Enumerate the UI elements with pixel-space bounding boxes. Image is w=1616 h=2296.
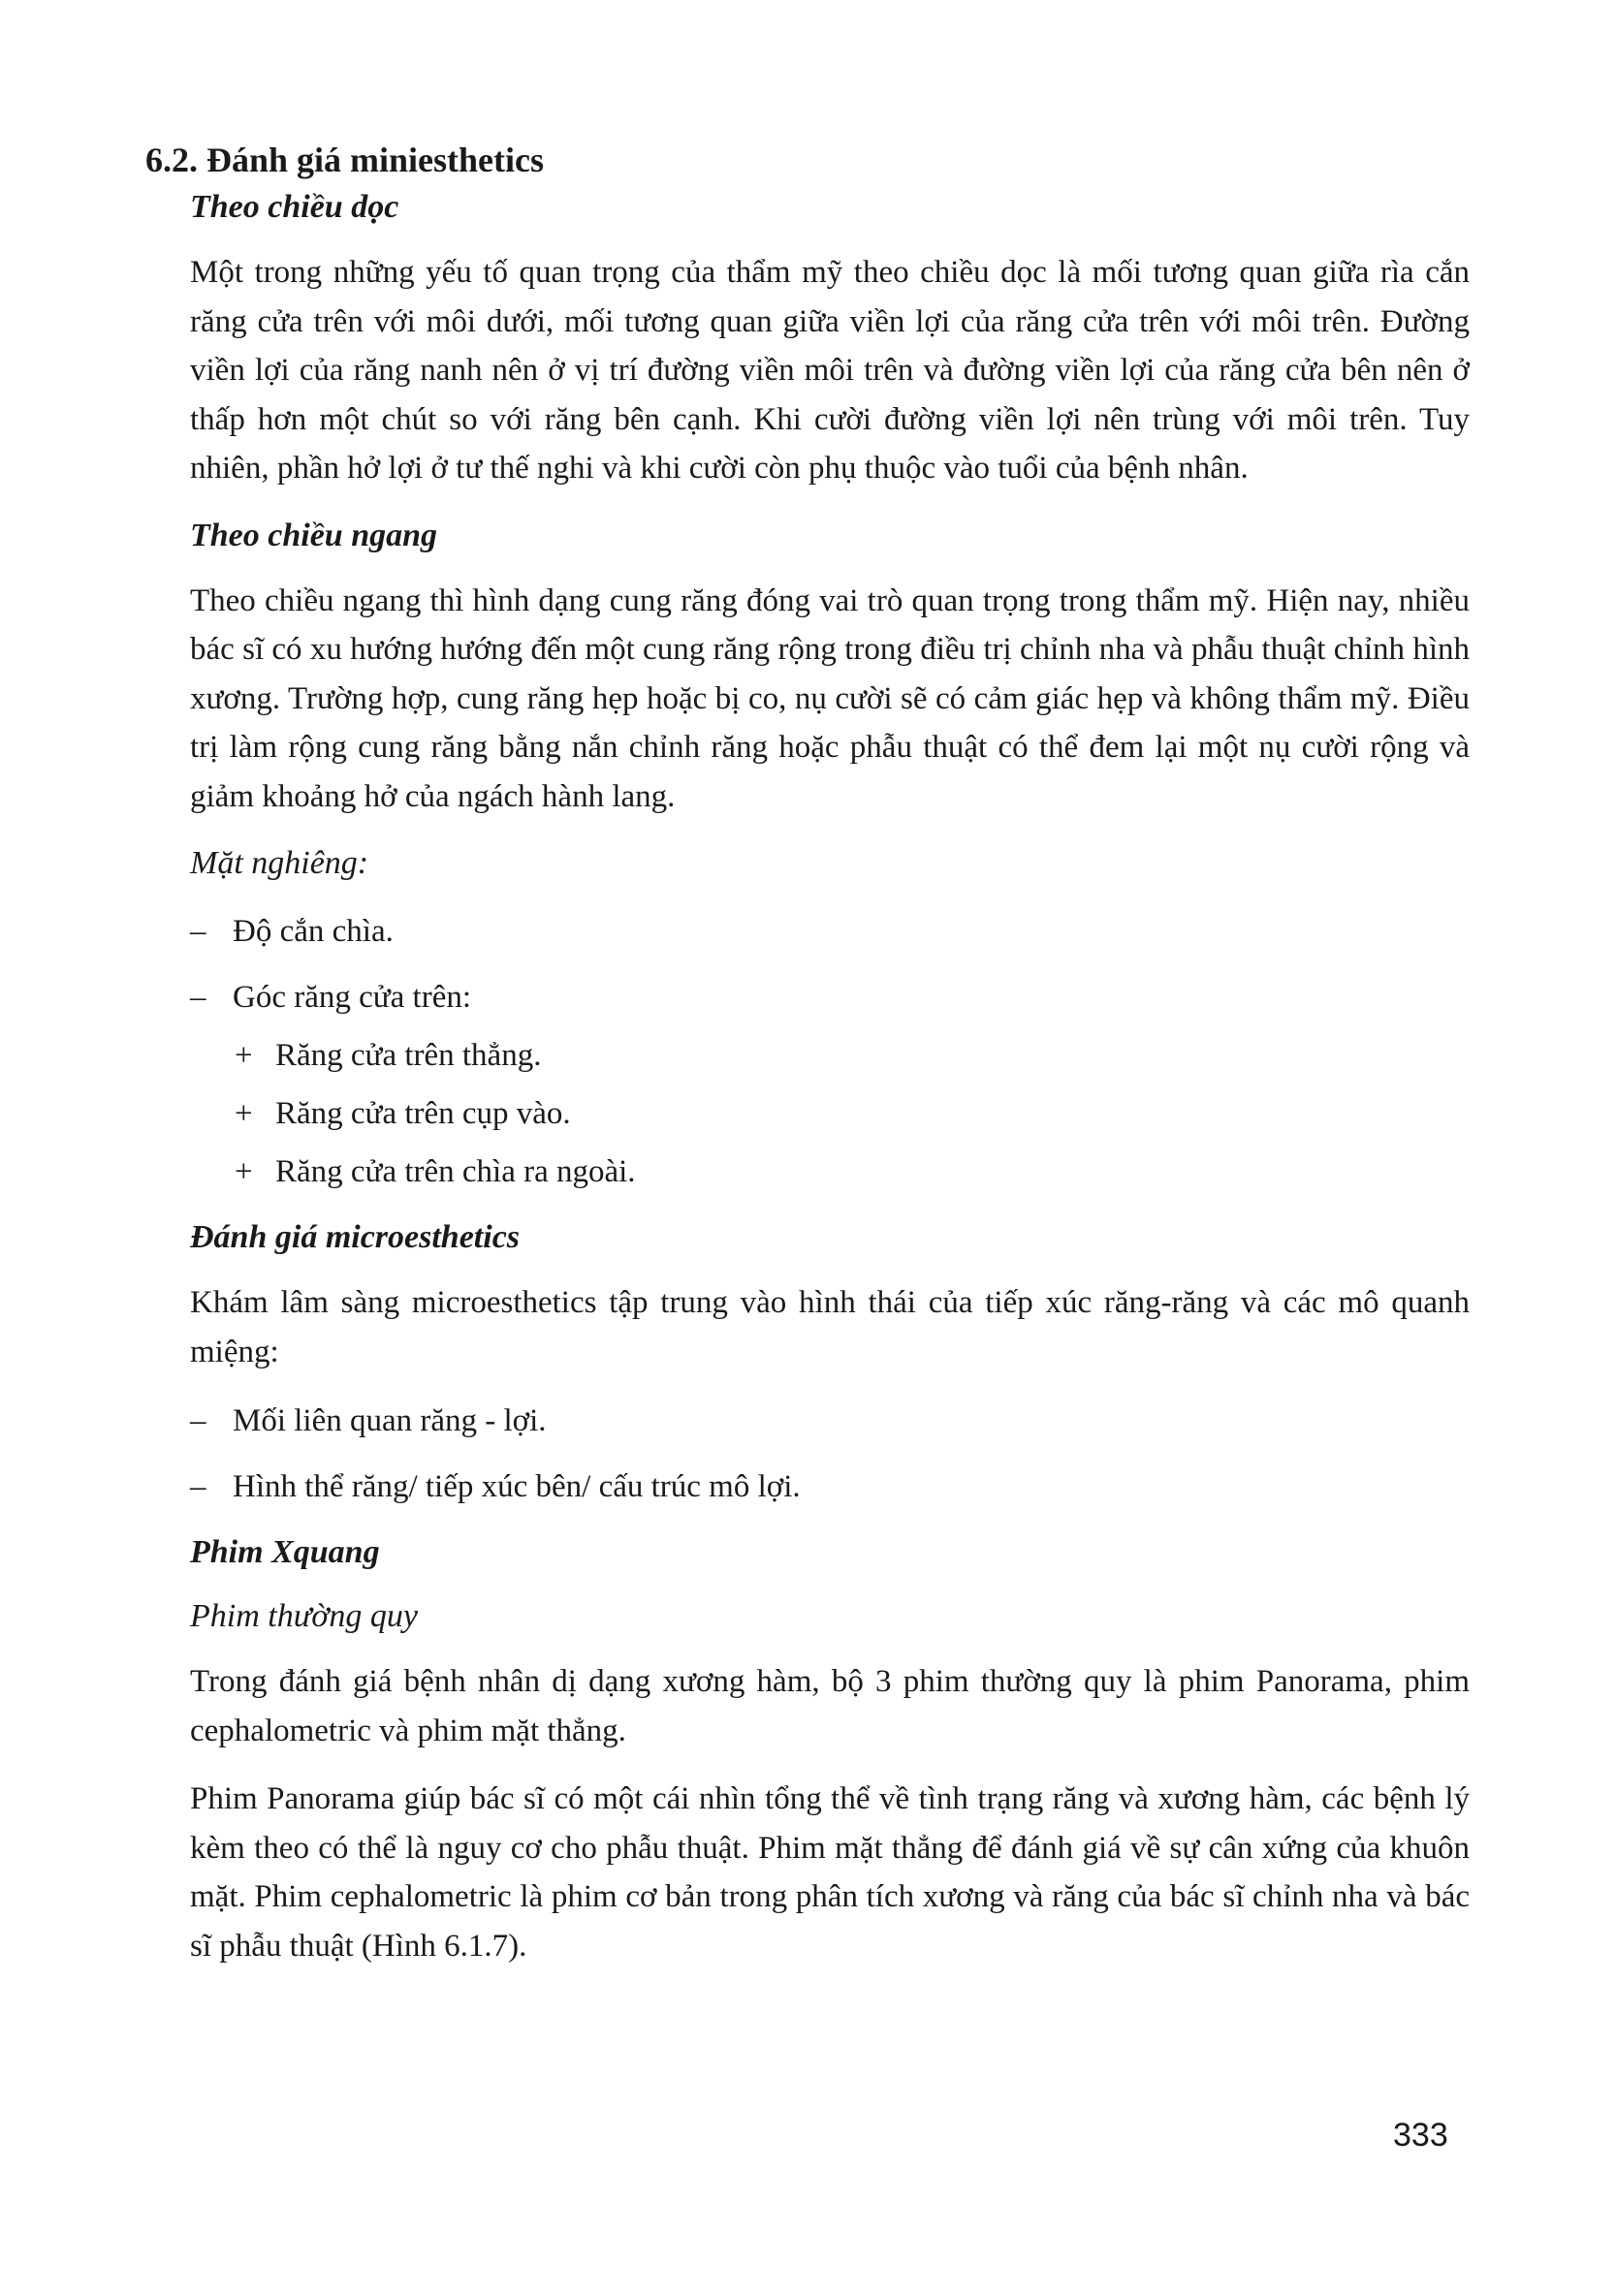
list-item-text: Độ cắn chìa.: [233, 914, 394, 949]
dash-marker: –: [190, 980, 206, 1015]
profile-list: [190, 908, 1470, 1021]
sublist-item: [190, 1148, 1470, 1195]
subheading-routine-film: Phim thường quy: [190, 1598, 418, 1634]
section-title: 6.2. Đánh giá miniesthetics: [145, 141, 545, 179]
list-item-text: Hình thể răng/ tiếp xúc bên/ cấu trúc mô lợi.: [233, 1469, 801, 1504]
heading-vertical: Theo chiều dọc: [190, 189, 399, 225]
sublist-item-text: Răng cửa trên cụp vào.: [275, 1096, 571, 1131]
heading-profile: Mặt nghiêng:: [190, 845, 369, 881]
heading-micro: Đánh giá microesthetics: [190, 1219, 521, 1255]
dash-marker: –: [190, 1403, 206, 1438]
page-content: [190, 136, 1470, 1970]
paragraph-xray-2: Phim Panorama giúp bác sĩ có một cái nhìn tổng thể về tình trạng răng và xương hàm, các bệnh lý kèm theo có thể là nguy cơ cho phẫu thuật. Phim mặt thẳng để đánh giá về sự cân xứng của khuôn mặt. Phim cephalometric là phim cơ bản trong phân tích xương và răng của bác sĩ chỉnh nha và bác sĩ phẫu thuật (Hình 6.1.7).: [190, 1781, 1470, 1964]
dash-marker: –: [190, 1469, 206, 1504]
micro-list: [190, 1398, 1470, 1510]
profile-sublist: [190, 1032, 1470, 1195]
paragraph-vertical: Một trong những yếu tố quan trọng của thẩm mỹ theo chiều dọc là mối tương quan giữa rìa cắn răng cửa trên với môi dưới, mối tương quan giữa viền lợi của răng cửa trên với môi trên. Đường viền lợi của răng nanh nên ở vị trí đường viền môi trên và đường viền lợi của răng cửa bên nên ở thấp hơn một chút so với răng bên cạnh. Khi cười đường viền lợi nên trùng với môi trên. Tuy nhiên, phần hở lợi ở tư thế nghi và khi cười còn phụ thuộc vào tuổi của bệnh nhân.: [190, 255, 1470, 486]
sublist-item: [190, 1032, 1470, 1079]
list-item-text: Mối liên quan răng - lợi.: [233, 1403, 547, 1438]
list-item: [190, 908, 1470, 955]
list-item: [190, 1463, 1470, 1510]
sublist-item-text: Răng cửa trên thẳng.: [275, 1038, 542, 1073]
heading-xray: Phim Xquang: [190, 1534, 380, 1570]
dash-marker: –: [190, 914, 206, 949]
page-number: 333: [1393, 2117, 1448, 2154]
sublist-item-text: Răng cửa trên chìa ra ngoài.: [275, 1154, 636, 1189]
list-item-text: Góc răng cửa trên:: [233, 980, 472, 1015]
list-item: [190, 974, 1470, 1021]
plus-marker: +: [235, 1096, 253, 1131]
sublist-item: [190, 1090, 1470, 1137]
plus-marker: +: [235, 1154, 253, 1189]
heading-horizontal: Theo chiều ngang: [190, 517, 438, 553]
paragraph-xray-1: Trong đánh giá bệnh nhân dị dạng xương hàm, bộ 3 phim thường quy là phim Panorama, phim cephalometric và phim mặt thẳng.: [190, 1664, 1470, 1748]
plus-marker: +: [235, 1038, 253, 1073]
paragraph-horizontal: Theo chiều ngang thì hình dạng cung răng đóng vai trò quan trọng trong thẩm mỹ. Hiện nay, nhiều bác sĩ có xu hướng hướng đến một cung răng rộng trong điều trị chỉnh nha và phẫu thuật chỉnh hình xương. Trường hợp, cung răng hẹp hoặc bị co, nụ cười sẽ có cảm giác hẹp và không thẩm mỹ. Điều trị làm rộng cung răng bằng nắn chỉnh răng hoặc phẫu thuật có thể đem lại một nụ cười rộng và giảm khoảng hở của ngách hành lang.: [190, 582, 1470, 814]
list-item: [190, 1398, 1470, 1444]
paragraph-micro: Khám lâm sàng microesthetics tập trung vào hình thái của tiếp xúc răng-răng và các mô quanh miệng:: [190, 1285, 1470, 1369]
